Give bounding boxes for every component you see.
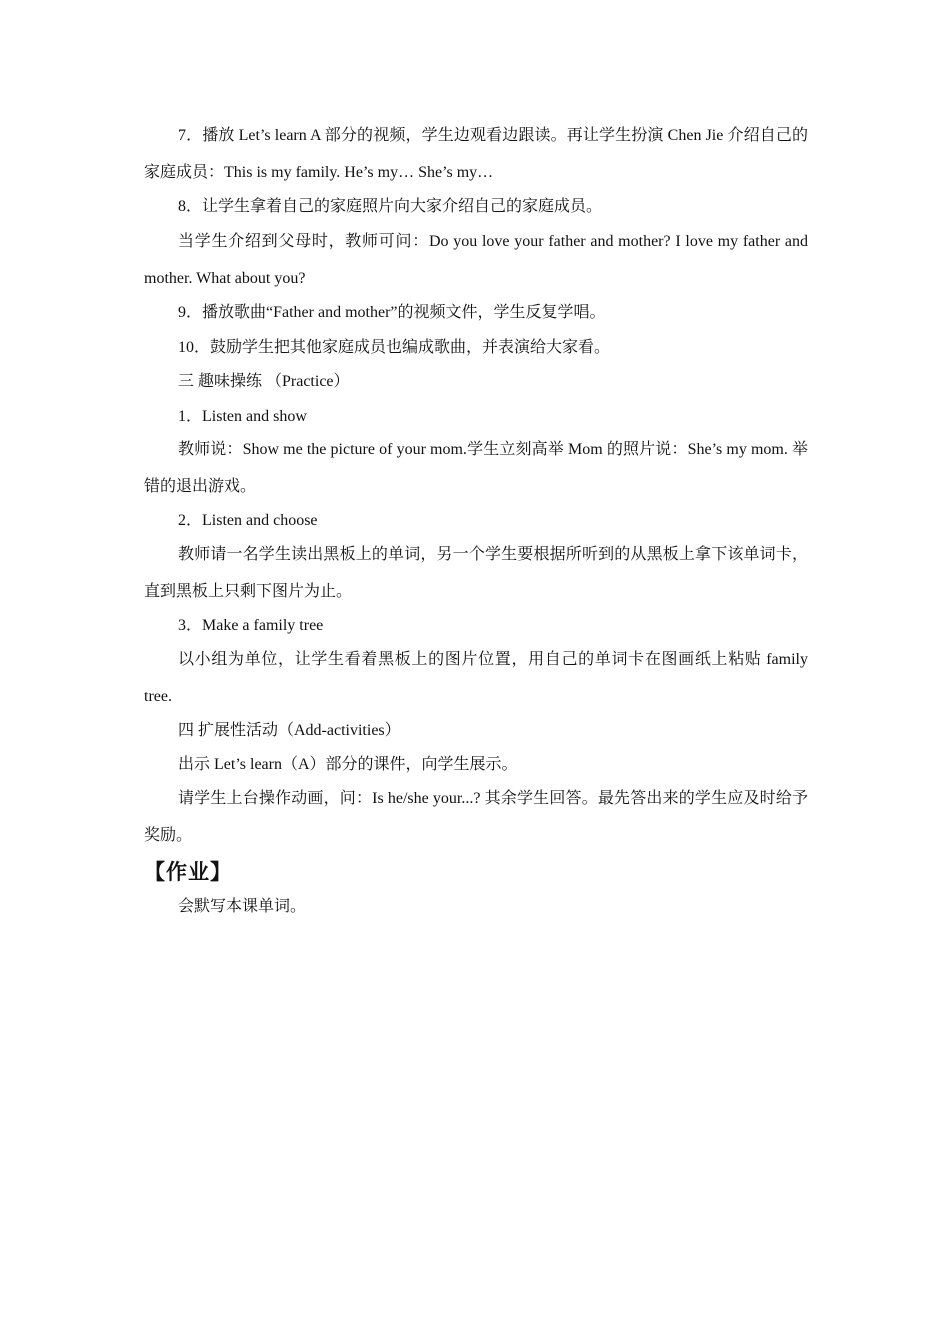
paragraph-step-10: 10．鼓励学生把其他家庭成员也编成歌曲，并表演给大家看。 [178,339,611,356]
paragraph-step-9: 9．播放歌曲“Father and mother”的视频文件，学生反复学唱。 [178,304,606,321]
activity-listen-and-show-title: 1．Listen and show [178,408,307,425]
activity-family-tree-text: 以小组为单位，让学生看着黑板上的图片位置，用自己的单词卡在图画纸上粘贴 family tree. [144,651,808,705]
add-activity-animation-text: 请学生上台操作动画，问：Is he/she your...? 其余学生回答。最先答出来的学生应及时给予奖励。 [144,790,808,844]
activity-listen-and-show-text: 教师说：Show me the picture of your mom.学生立刻高举 Mom 的照片说：She’s my mom. 举错的退出游戏。 [144,441,808,495]
paragraph-step-8: 8．让学生拿着自己的家庭照片向大家介绍自己的家庭成员。 [178,198,603,215]
section-add-activities-title: 四 扩展性活动（Add-activities） [178,722,401,739]
activity-listen-and-choose-text: 教师请一名学生读出黑板上的单词，另一个学生要根据所听到的从黑板上拿下该单词卡，直到黑板上只剩下图片为止。 [144,546,808,600]
section-practice-title: 三 趣味操练 （Practice） [178,373,350,390]
add-activity-courseware-text: 出示 Let’s learn（A）部分的课件，向学生展示。 [178,756,518,773]
activity-listen-and-choose-title: 2．Listen and choose [178,512,318,529]
activity-family-tree-title: 3．Make a family tree [178,617,324,634]
paragraph-teacher-question: 当学生介绍到父母时，教师可问：Do you love your father and mother? I love my father and mother. What about you? [144,233,808,287]
homework-heading: 【作业】 [144,860,232,884]
homework-text: 会默写本课单词。 [178,898,307,915]
paragraph-step-7: 7．播放 Let’s learn A 部分的视频，学生边观看边跟读。再让学生扮演 Chen Jie 介绍自己的家庭成员：This is my family. He’s my… She’s my… [144,127,808,181]
